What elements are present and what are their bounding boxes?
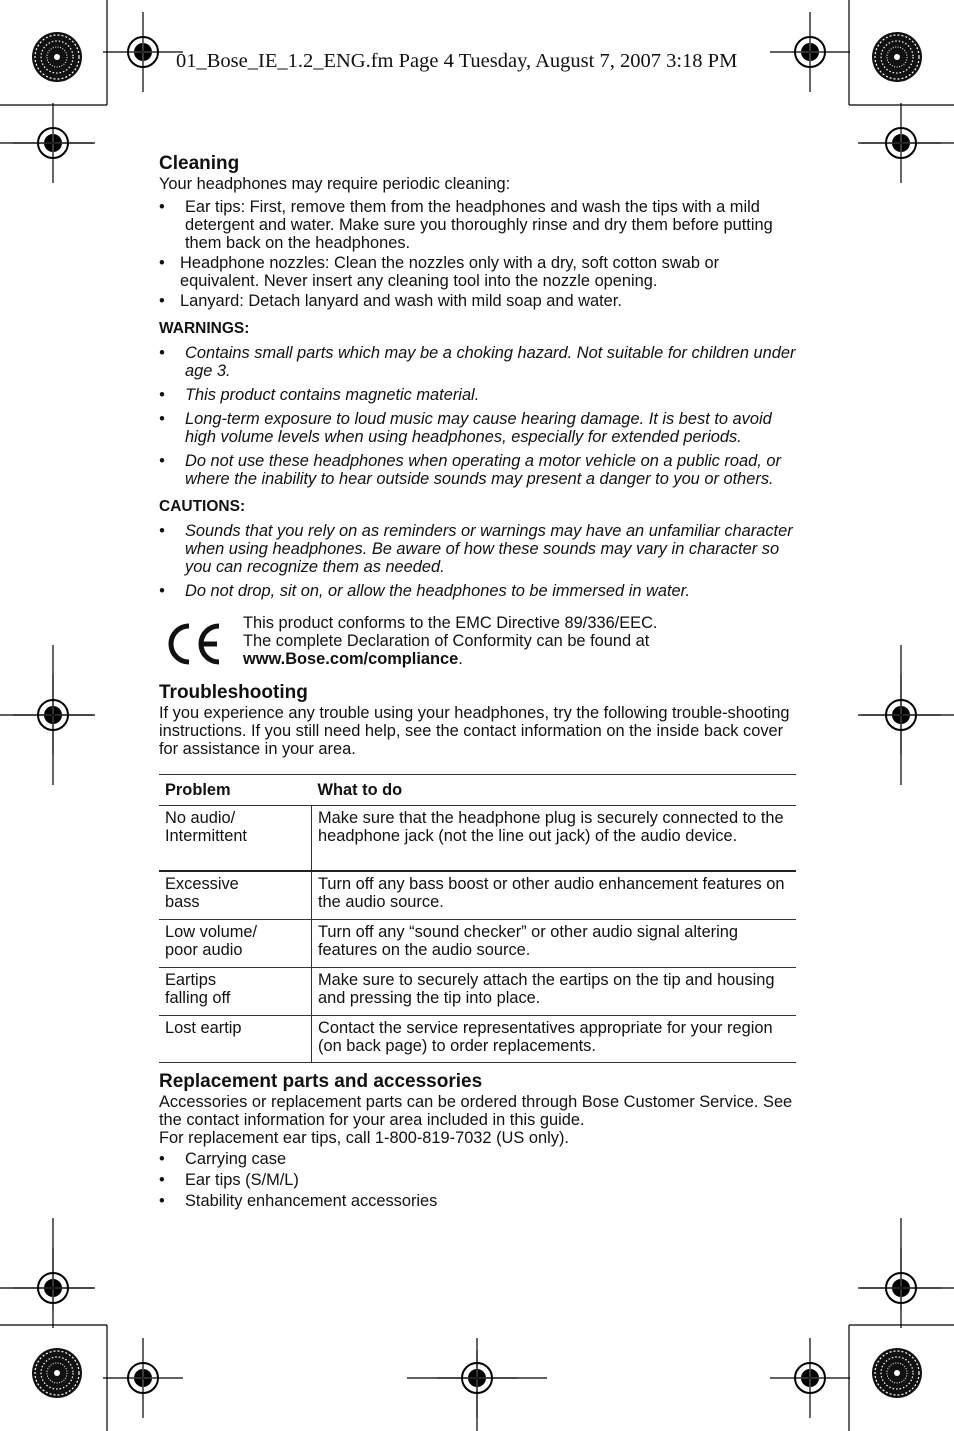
troubleshooting-intro: If you experience any trouble using your headphones, try the following trouble-shooting instructions. If you still need help, see the contact information on the inside back cover for assistance in your area. — [159, 704, 790, 758]
ce-line-1: This product conforms to the EMC Directive 89/336/EEC. — [243, 614, 658, 632]
list-item: • Do not drop, sit on, or allow the headphones to be immersed in water. — [159, 582, 691, 600]
table-row: Low volume/ poor audio Turn off any “sound checker” or other audio signal altering features on the audio source. — [159, 920, 796, 968]
table-row: No audio/ Intermittent Make sure that the headphone plug is securely connected to the headphone jack (not the line out jack) of the audio device. — [159, 806, 796, 872]
list-item: • Headphone nozzles: Clean the nozzles only with a dry, soft cotton swab or equivalent. Never insert any cleaning tool into the nozzle opening. — [159, 254, 720, 290]
compliance-link[interactable]: www.Bose.com/compliance — [243, 650, 459, 668]
list-item: • Long-term exposure to loud music may cause hearing damage. It is best to avoid high volume levels when using headphones, especially for extended periods. — [159, 410, 772, 446]
ce-mark-icon — [165, 622, 225, 666]
table-row: Eartips falling off Make sure to securely attach the eartips on the tip and housing and pressing the tip into place. — [159, 968, 796, 1016]
table-row: Lost eartip Contact the service representatives appropriate for your region (on back page) to order replacements. — [159, 1016, 796, 1063]
cautions-label: CAUTIONS: — [159, 498, 246, 515]
registration-star-icon — [32, 1348, 82, 1398]
list-item: • Contains small parts which may be a choking hazard. Not suitable for children under age 3. — [159, 344, 796, 380]
ce-text: This product conforms to the EMC Directive 89/336/EEC. The complete Declaration of Conformity can be found at www.Bose.com/compliance. — [243, 614, 658, 668]
list-item: • Lanyard: Detach lanyard and wash with mild soap and water. — [159, 292, 622, 310]
list-item: • Stability enhancement accessories — [159, 1192, 438, 1210]
replacement-intro: Accessories or replacement parts can be ordered through Bose Customer Service. See the contact information for your area included in this guide. — [159, 1093, 793, 1129]
warnings-list — [159, 344, 796, 488]
cleaning-title: Cleaning — [159, 153, 240, 174]
registration-target-icon — [103, 1338, 183, 1418]
cautions-list — [159, 522, 796, 600]
cleaning-intro: Your headphones may require periodic cleaning: — [159, 175, 511, 193]
cleaning-list — [159, 198, 796, 310]
ce-compliance — [159, 614, 796, 676]
troubleshooting-table — [159, 774, 796, 1063]
table-header-row — [159, 775, 796, 806]
list-item: • This product contains magnetic material. — [159, 386, 480, 404]
registration-star-icon — [32, 32, 82, 82]
ce-line-2: The complete Declaration of Conformity can be found at — [243, 632, 650, 650]
registration-target-icon — [103, 12, 183, 92]
table-row: Excessive bass Turn off any bass boost or other audio enhancement features on the audio source. — [159, 871, 796, 920]
registration-target-icon — [770, 1338, 850, 1418]
list-item: • Ear tips: First, remove them from the headphones and wash the tips with a mild detergent and water. Make sure you thoroughly rinse and dry them before putting them back on the headphones. — [159, 198, 773, 252]
registration-star-icon — [872, 1348, 922, 1398]
parts-list — [159, 1150, 796, 1210]
registration-target-icon — [770, 12, 850, 92]
replacement-title: Replacement parts and accessories — [159, 1071, 483, 1092]
column-header-problem: Problem — [159, 775, 312, 806]
page-content — [159, 153, 796, 1210]
list-item: • Carrying case — [159, 1150, 287, 1168]
list-item: • Sounds that you rely on as reminders or warnings may have an unfamiliar character when using headphones. Be aware of how these sounds may vary in character so you can recognize them as needed. — [159, 522, 793, 576]
troubleshooting-title: Troubleshooting — [159, 682, 308, 703]
registration-star-icon — [872, 32, 922, 82]
warnings-label: WARNINGS: — [159, 320, 250, 337]
list-item: • Do not use these headphones when operating a motor vehicle on a public road, or where the inability to hear outside sounds may present a danger to you or others. — [159, 452, 781, 488]
file-header: 01_Bose_IE_1.2_ENG.fm Page 4 Tuesday, August 7, 2007 3:18 PM — [176, 50, 738, 72]
replacement-phone: For replacement ear tips, call 1-800-819-7032 (US only). — [159, 1129, 569, 1147]
list-item: • Ear tips (S/M/L) — [159, 1171, 299, 1189]
column-header-action: What to do — [312, 775, 797, 806]
